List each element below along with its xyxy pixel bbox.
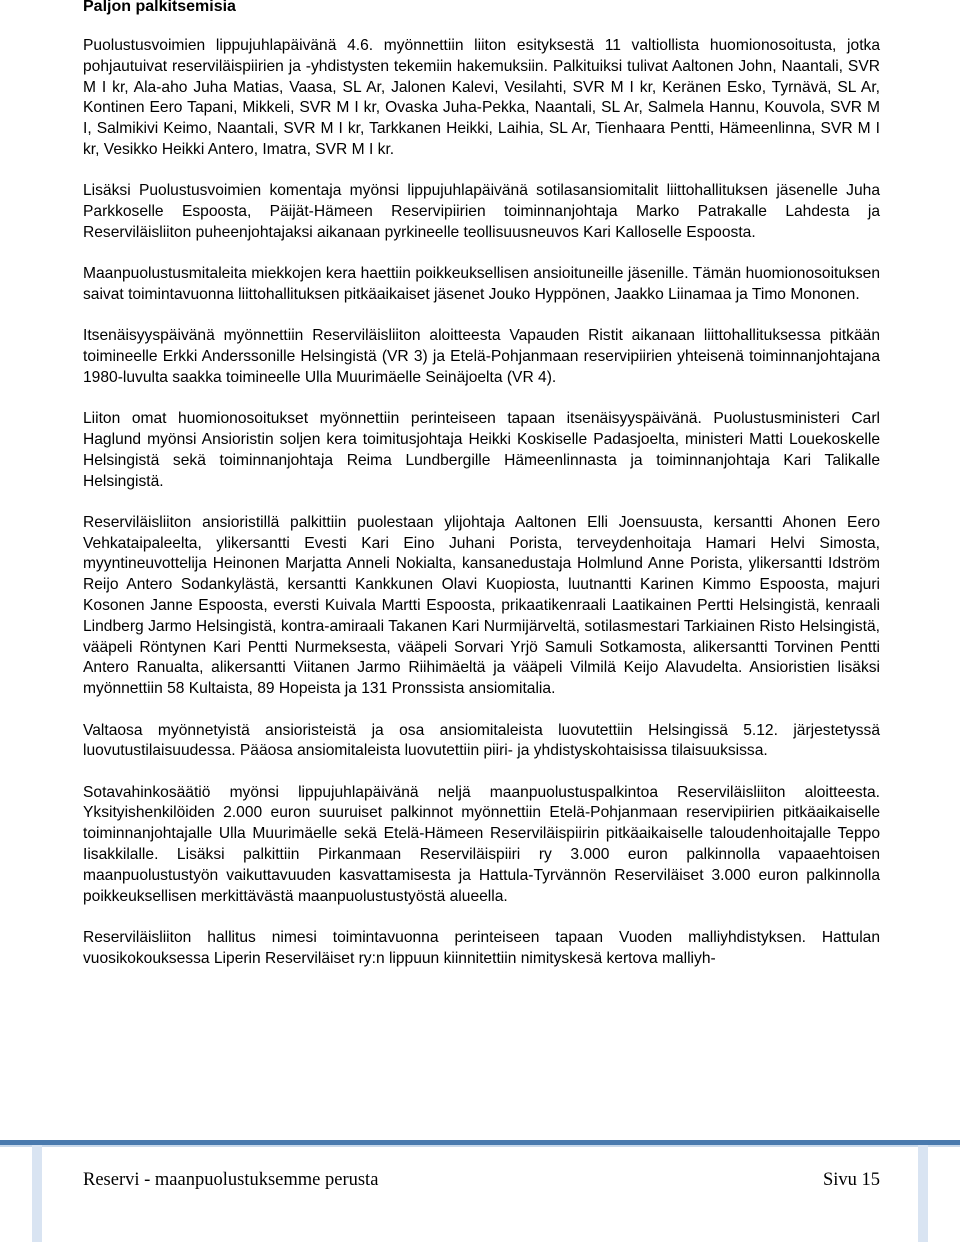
paragraph: Puolustusvoimien lippujuhlapäivänä 4.6. myönnettiin liiton esityksestä 11 valtiollista huomionosoitusta, jotka pohjautuivat reserviläispiirien ja -yhdistysten tekemiin hakemuksiin. Palkituiksi tulivat Aaltonen John, Naantali, SVR M I kr, Ala-aho Juha Matias, Vaasa, SL Ar, Jalonen Kalevi, Vesilahti, SVR M I kr, Keränen Esko, Tyrnävä, SL Ar, Kontinen Eero Tapani, Mikkeli, SVR M I kr, Ovaska Juha-Pekka, Naantali, SL Ar, Salmela Hannu, Kouvola, SVR M I, Salmikivi Keimo, Naantali, SVR M I kr, Tarkkanen Heikki, Laihia, SL Ar, Tienhaara Pentti, Hämeenlinna, SVR M I kr, Vesikko Heikki Antero, Imatra, SVR M I kr.	[83, 37, 880, 158]
paragraph: Reserviläisliiton ansioristillä palkittiin puolestaan ylijohtaja Aaltonen Elli Joensuusta, kersantti Ahonen Eero Vehkataipaleelta, ylikersantti Evesti Kari Eino Juhani Porista, terveydenhoitaja Hamari Helvi Simosta, myyntineuvottelija Heinonen Marjatta Anneli Nokialta, kansanedustaja Holmlund Anne Porista, ylikersantti Idström Reijo Antero Sodankylästä, kersantti Kankkunen Olavi Kuopiosta, luutnantti Karinen Kimmo Espoosta, majuri Kosonen Janne Espoosta, eversti Kuivala Martti Espoosta, prikaatikenraali Laatikainen Pertti Helsingistä, kenraali Lindberg Jarmo Helsingistä, kontra-amiraali Takanen Kari Nurmijärveltä, sotilasmestari Tarkiainen Risto Helsingistä, vääpeli Röntynen Kari Pentti Nurmeksesta, vääpeli Sorvari Yrjö Samuli Sotkamosta, alikersantti Torvinen Pentti Antero Ranualta, alikersantti Viitanen Jarmo Riihimäeltä ja vääpeli Vilmilä Keijo Alavudelta. Ansioristien lisäksi myönnettiin 58 Kultaista, 89 Hopeista ja 131 Pronssista ansiomitalia.	[83, 513, 880, 698]
paragraph: Valtaosa myönnetyistä ansioristeistä ja osa ansiomitaleista luovutettiin Helsingissä 5.12. järjestetyssä luovutustilaisuudessa. Pääosa ansiomitaleista luovutettiin piiri- ja yhdistyskohtaisissa tilaisuuksissa.	[83, 721, 880, 760]
paragraph: Sotavahinkosäätiö myönsi lippujuhlapäivänä neljä maanpuolustuspalkintoa Reserviläisliiton aloitteesta. Yksityishenkilöiden 2.000 euron suuruiset palkinnot myönnettiin Etelä-Pohjanmaan reservipiirien pitkäaikaiselle toiminnanjohtajalle Ulla Muurimäelle sekä Etelä-Hämeen Reserviläispiirin pitkäaikaiselle taloudenhoitajalle Teppo Iisakkilalle. Lisäksi palkittiin Pirkanmaan Reserviläispiiri ry 3.000 euron palkinnolla vapaaehtoisen maanpuolustustyön vaikuttavuuden kasvattamisesta ja Hattula-Tyrvännön Reserviläiset 3.000 euron palkinnolla poikkeuksellisen merkittävästä maanpuolustustyöstä alueella.	[83, 783, 880, 905]
paragraph: Itsenäisyyspäivänä myönnettiin Reserviläisliiton aloitteesta Vapauden Ristit aikanaan liittohallituksessa pitkään toimineelle Erkki Anderssonille Helsingistä (VR 3) ja Etelä-Pohjanmaan reservipiirien yhteisenä toiminnanjohtajana 1980-luvulta saakka toimineelle Ulla Muurimäelle Seinäjoelta (VR 4).	[83, 327, 880, 386]
paragraph: Liiton omat huomionosoitukset myönnettiin perinteiseen tapaan itsenäisyyspäivänä. Puolustusministeri Carl Haglund myönsi Ansioristin soljen kera toimitusjohtaja Heikki Koskiselle Padasjoelta, ministeri Matti Louekoskelle Helsingistä sekä toiminnanjohtaja Reima Lundbergille Hämeenlinnasta ja toiminnanjohtaja Kari Talikalle Helsingistä.	[83, 410, 880, 490]
section-heading: Paljon palkitsemisia	[83, 0, 236, 15]
footer-divider	[0, 1140, 960, 1145]
paragraph: Lisäksi Puolustusvoimien komentaja myönsi lippujuhlapäivänä sotilasansiomitalit liittohallituksen jäsenelle Juha Parkkoselle Espoosta, Päijät-Hämeen Reservipiirien toiminnanjohtaja Marko Patrakalle Lahdesta ja Reserviläisliiton puheenjohtajaksi aikanaan pyrkineelle teollisuusneuvos Kari Kalloselle Espoosta.	[83, 182, 880, 241]
paragraph: Maanpuolustusmitaleita miekkojen kera haettiin poikkeuksellisen ansioituneille jäsenille. Tämän huomionosoituksen saivat toimintavuonna liittohallituksen pitkäaikaiset jäsenet Jouko Hyppönen, Jaakko Liinamaa ja Timo Mononen.	[83, 265, 880, 303]
document-body	[83, 36, 880, 990]
paragraph: Reserviläisliiton hallitus nimesi toimintavuonna perinteiseen tapaan Vuoden malliyhdistyksen. Hattulan vuosikokouksessa Liperin Reserviläiset ry:n lippuun kiinnitettiin nimityskesä kertova malliyh-	[83, 928, 880, 967]
footer-side-bar-left	[32, 1145, 42, 1242]
footer-side-bar-right	[918, 1145, 928, 1242]
footer-title: Reservi - maanpuolustuksemme perusta	[83, 1170, 379, 1190]
page-number: Sivu 15	[822, 1170, 880, 1190]
